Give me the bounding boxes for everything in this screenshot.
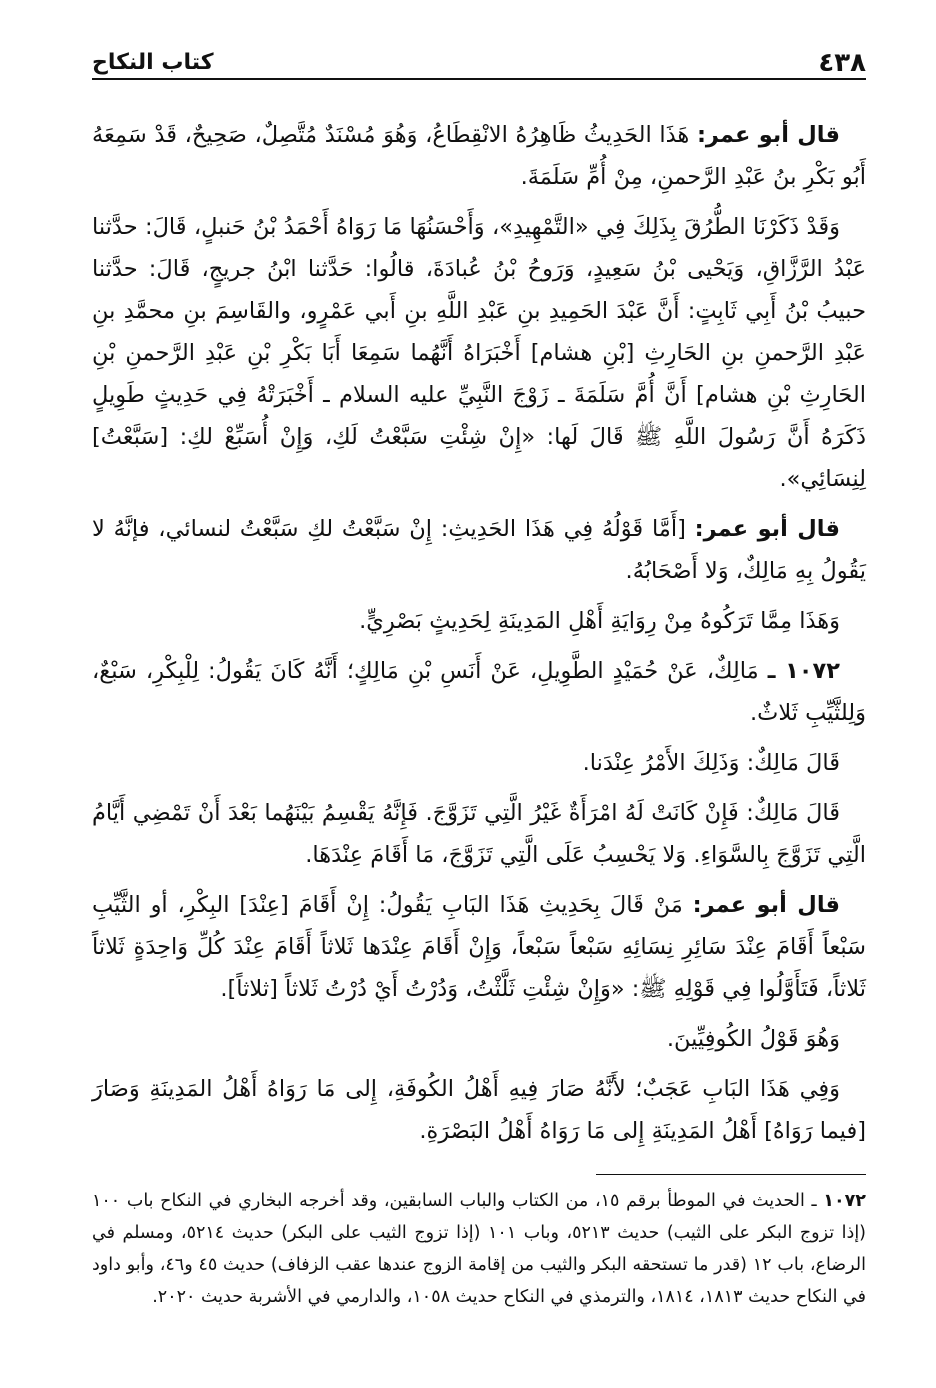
footnote-divider: [596, 1174, 866, 1175]
paragraph: [92, 206, 866, 500]
paragraph: [92, 1068, 866, 1152]
footnote-text: ـ الحديث في الموطأ برقم ١٥، من الكتاب والباب السابقين، وقد أخرجه البخاري في النكاح باب ١٠٠ (إذا تزوج البكر على الثيب) حديث ٥٢١٣، وباب ١٠١ (إذا تزوج الثيب على البكر) حديث ٥٢١٤، ومسلم في الرضاع، باب ١٢ (قدر ما تستحقه البكر والثيب من إقامة الزوج عندها عقب الزفاف) حديث ٤٥ و٤٦، وأبو داود في النكاح حديث ١٨١٣، ١٨١٤، والترمذي في النكاح حديث ١٠٥٨، والدارمي في الأشربة حديث ٢٠٢٠.: [92, 1191, 867, 1307]
book-title: كتاب النكاح: [92, 50, 214, 75]
footnote: [92, 1185, 866, 1313]
paragraph: [92, 884, 866, 1010]
paragraph-text: قَالَ مَالِكٌ: وَذَلِكَ الأَمْرُ عِنْدَنا.: [582, 750, 840, 776]
paragraph-text: هَذَا الحَدِيثُ ظَاهِرُهُ الانْقِطَاعُ، وَهُوَ مُسْنَدٌ مُتَّصِلٌ، صَحِيحٌ، قَدْ سَمِعَهُ أَبُو بَكْرِ بنُ عَبْدِ الرَّحمنِ، مِنْ أُمِّ سَلَمَةَ.: [92, 122, 866, 190]
paragraph: [92, 792, 866, 876]
paragraph-text: وَهَذَا مِمَّا تَرَكُوهُ مِنْ رِوَايَةِ أَهْلِ المَدِينَةِ لِحَدِيثٍ بَصْرِيٍّ.: [359, 608, 840, 634]
speaker-label: قال أبو عمر:: [692, 892, 840, 918]
paragraph-text: مَالِكٌ، عَنْ حُمَيْدٍ الطَّوِيلِ، عَنْ أَنَسِ بْنِ مَالِكٍ؛ أَنَّهُ كَانَ يَقُولُ: لِلْبِكْرِ، سَبْعٌ، وَلِلثَّيِّبِ ثَلاثٌ.: [92, 658, 866, 726]
paragraph-text: [أَمَّا قَوْلُهُ فِي هَذَا الحَدِيثِ: إِنْ سَبَّعْتُ لكِ سَبَّعْتُ لنسائي، فإنَّهُ لا يَقُولُ بِهِ مَالِكٌ، وَلا أَصْحَابُهُ.: [92, 516, 866, 584]
paragraph: [92, 114, 866, 198]
page-number: ٤٣٨: [818, 48, 866, 78]
main-text: [92, 114, 866, 1152]
page-header: [92, 36, 866, 80]
paragraph-text: وَقَدْ ذَكَرْنَا الطُّرُقَ بِذَلِكَ فِي «التَّمْهِيدِ»، وَأَحْسَنُهَا مَا رَوَاهُ أَحْمَدُ بْنُ حَنبلٍ، قَالَ: حدَّثنا عَبْدُ الرَّزَّاقِ، وَيَحْيى بْنُ سَعِيدٍ، وَرَوحُ بْنُ عُبادَةَ، قالُوا: حَدَّثنا ابْنُ جريجٍ، قَالَ: حدَّثنا حبيبُ بْنُ أَبِي ثَابِتٍ: أَنَّ عَبْدَ الحَمِيدِ بنِ عَبْدِ اللَّهِ بنِ أَبي عَمْرٍو، والقَاسِمَ بنِ محمَّدِ بنِ عَبْدِ الرَّحمنِ بنِ الحَارِثِ [بْنِ هشام] أَخْبَرَاهُ أَنَّهُما سَمِعَا أَبَا بَكْرِ بْنِ عَبْدِ الرَّحمنِ بْنِ الحَارِثِ بْنِ هشام] أَنَّ أُمَّ سَلَمَةَ ـ زَوْجَ النَّبِيِّ عليه السلام ـ أَخْبَرَتْهُ فِي حَدِيثٍ طَوِيلٍ ذَكَرَهُ أَنَّ رَسُولَ اللَّهِ ﷺ قَالَ لَها: «إِنْ شِئْتِ سَبَّعْتُ لَكِ، وَإِنْ أُسَبِّعْ لكِ: [سَبَّعْتُ] لِنِسَائِي».: [92, 214, 866, 492]
paragraph-text: وَفِي هَذَا البَابِ عَجَبٌ؛ لأَنَّهُ صَارَ فِيهِ أَهْلُ الكُوفَةِ، إِلى مَا رَوَاهُ أَهْلُ المَدِينَةِ وَصَارَ [فيما رَوَاهُ] أَهْلُ المَدِينَةِ إِلى مَا رَوَاهُ أَهْلُ البَصْرَةِ.: [92, 1076, 866, 1144]
speaker-label: قال أبو عمر:: [694, 516, 840, 542]
paragraph-text: مَنْ قَالَ بِحَدِيثِ هَذَا البَابِ يَقُولُ: إِنْ أَقَامَ [عِنْدَ] البِكْرِ، أو الثَّيِّبِ سَبْعاً أَقَامَ عِنْدَ سَائِرِ نِسَائِهِ سَبْعاً سَبْعاً، وَإِنْ أَقَامَ عِنْدَها ثَلاثاً أَقَامَ عِنْدَ كُلِّ وَاحِدَةٍ ثَلاثاً ثَلاثاً، فَتَأَوَّلُوا فِي قَوْلِهِ ﷺ: «وَإِنْ شِئْتِ ثَلَّثْتُ، وَدُرْتُ أَيْ دُرْتُ ثَلاثاً [ثلاثاً].: [92, 892, 866, 1002]
speaker-label: قال أبو عمر:: [696, 122, 840, 148]
book-page: [92, 36, 866, 1313]
paragraph-text: قَالَ مَالِكٌ: فَإِنْ كَانَتْ لَهُ امْرَأَةٌ غَيْرُ الَّتِي تَزَوَّجَ. فَإِنَّهُ يَقْسِمُ بَيْنَهُما بَعْدَ أَنْ تَمْضِي أَيَّامُ الَّتِي تَزَوَّجَ بِالسَّوَاءِ. وَلا يَحْسِبُ عَلَى الَّتِي تَزَوَّجَ، مَا أَقَامَ عِنْدَهَا.: [92, 800, 866, 868]
paragraph-text: وَهُوَ قَوْلُ الكُوفِيِّينَ.: [666, 1026, 840, 1052]
paragraph: [92, 1018, 866, 1060]
paragraph: [92, 600, 866, 642]
paragraph: [92, 508, 866, 592]
hadith-paragraph: [92, 650, 866, 734]
footnote-number: ١٠٧٢: [823, 1191, 866, 1211]
paragraph: [92, 742, 866, 784]
hadith-number: ١٠٧٢ ـ: [767, 658, 841, 684]
